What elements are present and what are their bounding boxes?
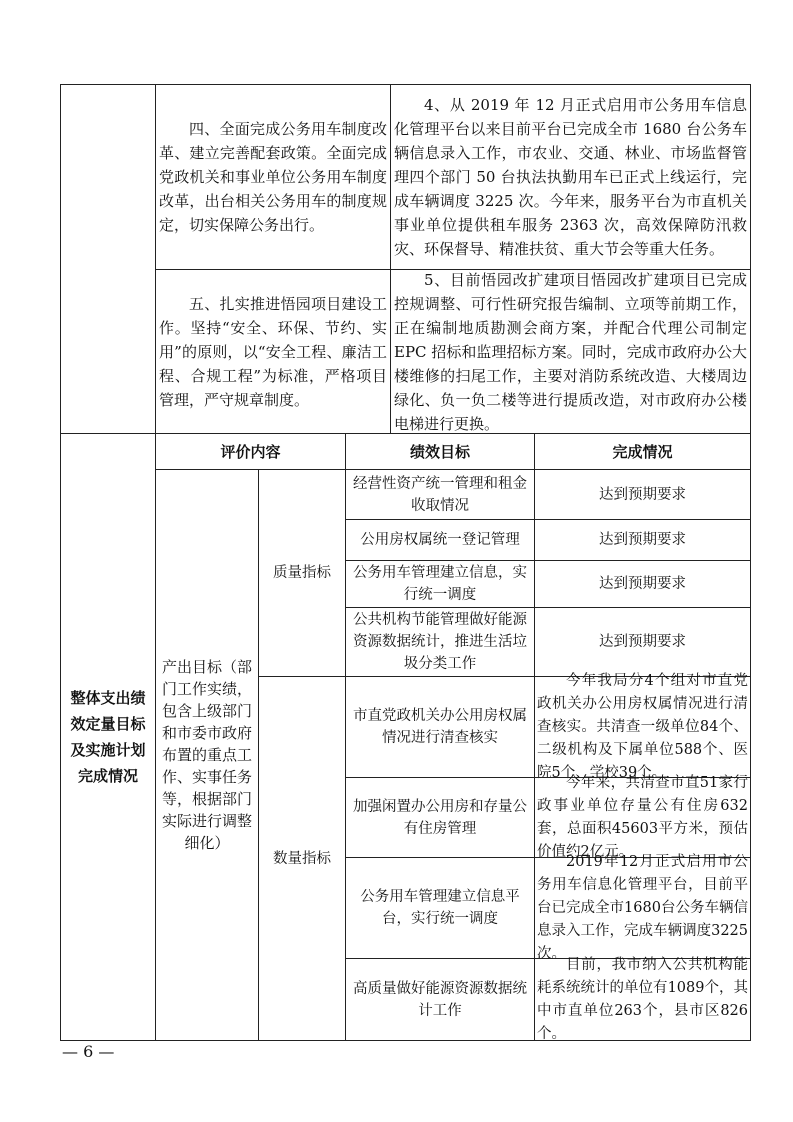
blank-cell xyxy=(60,84,156,434)
quantity-status: 2019年12月正式启用市公务用车信息化管理平台，目前平台已完成全市1680台公务车辆信息录入工作，完成车辆调度3225次。 xyxy=(534,857,751,959)
output-target-cell: 产出目标（部门工作实绩，包含上级部门和市委市政府布置的重点工作、实事任务等，根据部门实际进行调整细化） xyxy=(155,469,259,1041)
quality-target: 经营性资产统一管理和租金收取情况 xyxy=(345,469,535,520)
quantity-status: 今年来，共清查市直51家行政事业单位存量公有住房632套，总面积45603平方米，预估价值约2亿元。 xyxy=(534,777,751,858)
section-label: 整体支出绩效定量目标及实施计划完成情况 xyxy=(60,433,156,1041)
header-target: 绩效目标 xyxy=(345,433,535,470)
header-status: 完成情况 xyxy=(534,433,751,470)
task-cell: 四、全面完成公务用车制度改革、建立完善配套政策。全面完成党政机关和事业单位公务用车制度改革，出台相关公务用车的制度规定，切实保障公务出行。 xyxy=(155,84,391,270)
quality-status: 达到预期要求 xyxy=(534,607,751,677)
quality-status: 达到预期要求 xyxy=(534,469,751,520)
quantity-status: 今年我局分4个组对市直党政机关办公用房权属情况进行清查核实。共清查一级单位84个、二级机构及下属单位588个、医院5个、学校39个。 xyxy=(534,676,751,778)
quantity-label: 数量指标 xyxy=(258,676,346,1041)
page-number: — 6 — xyxy=(62,1042,115,1061)
quantity-status: 目前，我市纳入公共机构能耗系统统计的单位有1089个，其中市直单位263个，县市区826个。 xyxy=(534,958,751,1041)
quantity-target: 加强闲置办公用房和存量公有住房管理 xyxy=(345,777,535,858)
quantity-target: 公务用车管理建立信息平台，实行统一调度 xyxy=(345,857,535,959)
quality-target: 公用房权属统一登记管理 xyxy=(345,519,535,561)
quality-target: 公共机构节能管理做好能源资源数据统计，推进生活垃圾分类工作 xyxy=(345,607,535,677)
result-cell: 5、目前悟园改扩建项目悟园改扩建项目已完成控规调整、可行性研究报告编制、立项等前期工作，正在编制地质勘测会商方案，并配合代理公司制定 EPC 招标和监理招标方案。同时，完成市政府办公大楼维修的扫尾工作，主要对消防系统改造、大楼周边绿化、负一负二楼等进行提质改造，对市政府办公楼电梯进行更换。 xyxy=(390,269,751,434)
task-cell: 五、扎实推进悟园项目建设工作。坚持“安全、环保、节约、实用”的原则，以“安全工程、廉洁工程、合规工程”为标准，严格项目管理，严守规章制度。 xyxy=(155,269,391,434)
quantity-target: 高质量做好能源资源数据统计工作 xyxy=(345,958,535,1041)
quantity-target: 市直党政机关办公用房权属情况进行清查核实 xyxy=(345,676,535,778)
quality-status: 达到预期要求 xyxy=(534,560,751,608)
result-cell: 4、从 2019 年 12 月正式启用市公务用车信息化管理平台以来目前平台已完成全市 1680 台公务车辆信息录入工作，市农业、交通、林业、市场监督管理四个部门 50 台执法执勤用车已正式上线运行，完成车辆调度 3225 次。今年来，服务平台为市直机关事业单位提供租车服务 2363 次，高效保障防汛救灾、环保督导、精准扶贫、重大节会等重大任务。 xyxy=(390,84,751,270)
quality-status: 达到预期要求 xyxy=(534,519,751,561)
header-content: 评价内容 xyxy=(155,433,346,470)
quality-label: 质量指标 xyxy=(258,469,346,677)
quality-target: 公务用车管理建立信息，实行统一调度 xyxy=(345,560,535,608)
